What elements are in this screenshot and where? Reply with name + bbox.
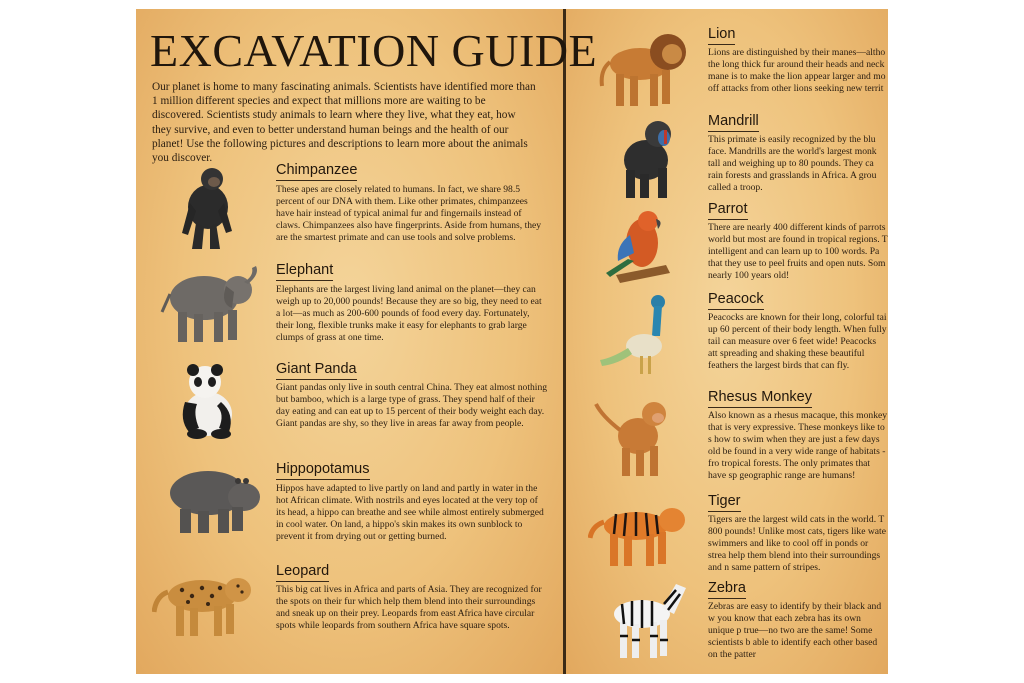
entry-desc-parrot: There are nearly 400 different kinds of parrots world but most are found in tropical regions. T intelligent and can learn up to 100 words. Pa that they use to peel fruits and open nuts. Som nearly 100 years old! <box>708 222 888 282</box>
entry-desc-elephant: Elephants are the largest living land animal on the planet—they can weigh up to 20,000 pounds! Because they are so big, they need to eat a lot—as much as 200-600 pounds of food every day. Fortunately, their long, flexible trunks make it easy for elephants to grab large clumps of grass at one time. <box>276 284 542 344</box>
entry-title-chimpanzee: Chimpanzee <box>276 162 357 181</box>
entry-title-rhesus-monkey: Rhesus Monkey <box>708 389 812 408</box>
intro-paragraph: Our planet is home to many fascinating animals. Scientists have identified more than 1 million different species and expect that millions more are waiting to be discovered. Scientists study animals to learn where they live, what they eat, how they survive, and even to better understand human beings and the health of our planet! Use the following pictures and descriptions to learn more about the animals you discover. <box>152 81 536 165</box>
entry-desc-peacock: Peacocks are known for their long, colorful tai up 60 percent of their body length. When fully tail can measure over 6 feet wide! Peacocks att spreading and shaking these beautiful feathers the largest birds that can fly. <box>708 312 887 372</box>
entry-title-parrot: Parrot <box>708 201 748 220</box>
parrot-icon <box>596 205 676 287</box>
zebra-icon <box>602 578 694 662</box>
entry-title-mandrill: Mandrill <box>708 113 759 132</box>
entry-title-peacock: Peacock <box>708 291 764 310</box>
entry-title-leopard: Leopard <box>276 563 329 582</box>
entry-title-hippopotamus: Hippopotamus <box>276 461 370 480</box>
peacock-icon <box>598 292 672 378</box>
hippo-icon <box>164 461 264 537</box>
entry-desc-zebra: Zebras are easy to identify by their black and w you know that each zebra has its own unique p true—no two are the same! Some scientists b able to identify each other based on the patter <box>708 601 882 661</box>
chimpanzee-icon <box>172 163 244 253</box>
entry-desc-hippopotamus: Hippos have adapted to live partly on land and partly in water in the hot African climate. With nostrils and eyes located at the very top of its head, a hippo can breathe and see while almost entirely submerged in cool water. On land, a hippo's skin makes its own sunblock to prevent it from drying out or getting burned. <box>276 483 544 543</box>
panda-icon <box>175 362 241 440</box>
tiger-icon <box>588 498 692 570</box>
entry-desc-rhesus-monkey: Also known as a rhesus macaque, this monkey that is very expressive. These monkeys like to s how to swim when they are just a few days old be found in a very wide range of habitats - fro tropical forests. The only primates that have sp geographic range are humans! <box>708 410 888 482</box>
lion-icon <box>598 26 694 110</box>
mandrill-icon <box>614 116 684 200</box>
monkey-icon <box>592 396 682 480</box>
entry-desc-leopard: This big cat lives in Africa and parts of Asia. They are recognized for the spots on their fur which help them blend into their surroundings and sneak up on their prey. Leopards from east Africa have circular spots while leopards from southern Africa have square spots. <box>276 584 542 632</box>
entry-desc-chimpanzee: These apes are closely related to humans. In fact, we share 98.5 percent of our DNA with them. Like other primates, chimpanzees have hair instead of typical animal fur and fingernails instead of claws. Chimpanzees also have fingerprints. Aside from humans, they are the smartest primate and can use tools and solve problems. <box>276 184 542 244</box>
page-title: EXCAVATION GUIDE <box>150 25 598 76</box>
leopard-icon <box>152 566 260 642</box>
entry-title-tiger: Tiger <box>708 493 741 512</box>
entry-desc-lion: Lions are distinguished by their manes—altho the long thick fur around their heads and neck mane is to make the lion appear larger and mo off attacks from other lions seeking new territ <box>708 47 886 95</box>
entry-desc-mandrill: This primate is easily recognized by the blu face. Mandrills are the world's largest monk tall and weighing up to 80 pounds. They ca rain forests and grasslands in Africa. A grou called a troop. <box>708 134 877 194</box>
entry-title-lion: Lion <box>708 26 735 45</box>
entry-title-zebra: Zebra <box>708 580 746 599</box>
entry-desc-giant-panda: Giant pandas only live in south central China. They eat almost nothing but bamboo, which is a large type of grass. They spend half of their day eating and can eat up to 15 percent of their body weight each day. Giant pandas are shy, so they live in areas far away from people. <box>276 382 548 430</box>
entry-title-giant-panda: Giant Panda <box>276 361 357 380</box>
entry-title-elephant: Elephant <box>276 262 333 281</box>
elephant-icon <box>160 264 265 346</box>
entry-desc-tiger: Tigers are the largest wild cats in the world. T 800 pounds! Unlike most cats, tigers like wate swimmers and like to cool off in ponds or strea help them blend into their surroundings and n same pattern of stripes. <box>708 514 886 574</box>
